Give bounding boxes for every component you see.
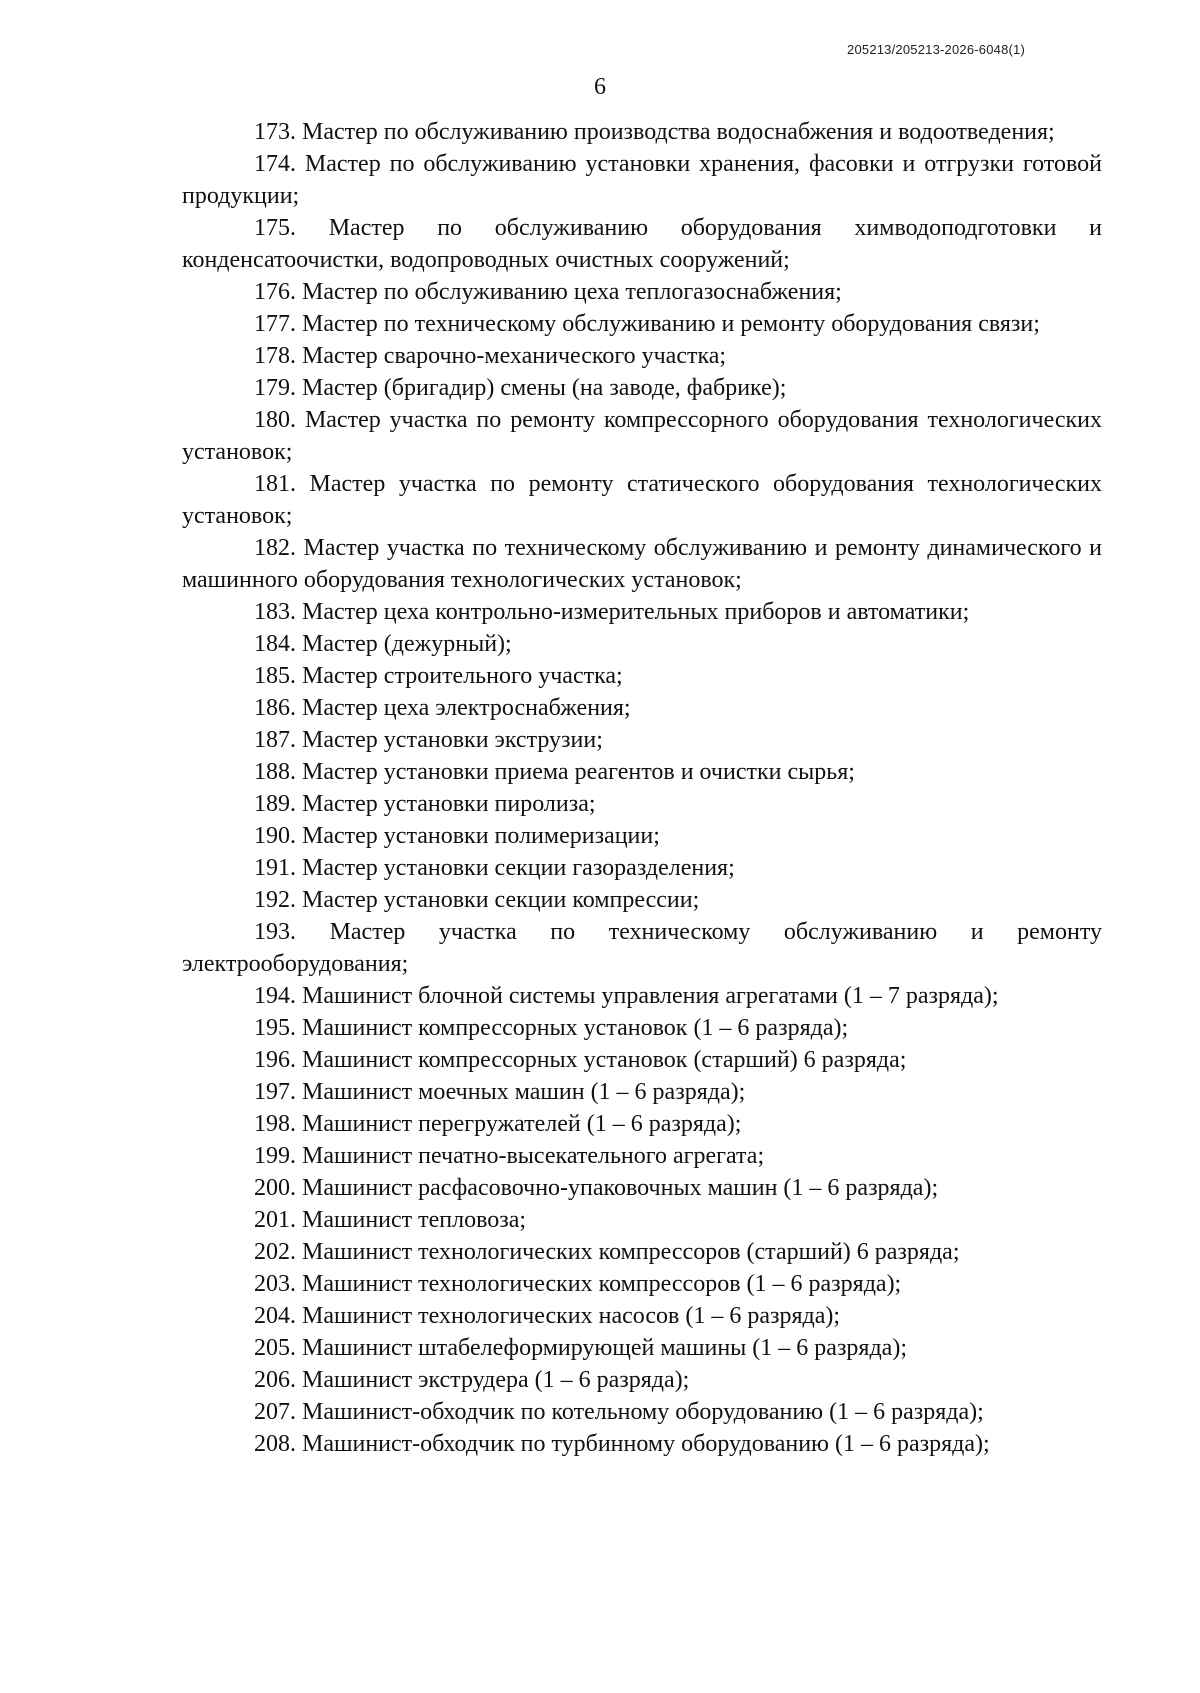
list-item: 198. Машинист перегружателей (1 – 6 разряда); <box>254 1111 742 1137</box>
list-item: 196. Машинист компрессорных установок (старший) 6 разряда; <box>254 1047 907 1073</box>
list-item: 187. Мастер установки экструзии; <box>254 727 603 753</box>
list-item: 205. Машинист штабелеформирующей машины (1 – 6 разряда); <box>254 1335 907 1361</box>
list-item: 174. Мастер по обслуживанию установки хранения, фасовки и отгрузки готовой продукции; <box>182 151 1102 209</box>
list-item: 175. Мастер по обслуживанию оборудования химводоподготовки и конденсатоочистки, водопроводных очистных сооружений; <box>182 215 1102 273</box>
list-item: 186. Мастер цеха электроснабжения; <box>254 695 631 721</box>
list-item: 195. Машинист компрессорных установок (1 – 6 разряда); <box>254 1015 849 1041</box>
list-item: 193. Мастер участка по техническому обслуживанию и ремонту электрооборудования; <box>182 919 1102 977</box>
list-item: 203. Машинист технологических компрессоров (1 – 6 разряда); <box>254 1271 902 1297</box>
list-item: 204. Машинист технологических насосов (1 – 6 разряда); <box>254 1303 841 1329</box>
list-item: 179. Мастер (бригадир) смены (на заводе, фабрике); <box>254 375 787 401</box>
list-item: 178. Мастер сварочно-механического участка; <box>254 343 727 369</box>
list-item: 191. Мастер установки секции газоразделения; <box>254 855 735 881</box>
list-item: 176. Мастер по обслуживанию цеха теплогазоснабжения; <box>254 279 842 305</box>
list-item: 206. Машинист экструдера (1 – 6 разряда); <box>254 1367 690 1393</box>
list-item: 192. Мастер установки секции компрессии; <box>254 887 700 913</box>
list-item: 182. Мастер участка по техническому обслуживанию и ремонту динамического и машинного оборудования технологических установок; <box>182 535 1102 593</box>
list-item: 185. Мастер строительного участка; <box>254 663 623 689</box>
list-item: 188. Мастер установки приема реагентов и очистки сырья; <box>254 759 855 785</box>
list-item: 177. Мастер по техническому обслуживанию и ремонту оборудования связи; <box>254 311 1040 337</box>
list-item: 201. Машинист тепловоза; <box>254 1207 527 1233</box>
list-item: 208. Машинист-обходчик по турбинному оборудованию (1 – 6 разряда); <box>254 1431 990 1457</box>
list-item: 183. Мастер цеха контрольно-измерительных приборов и автоматики; <box>254 599 970 625</box>
list-item: 190. Мастер установки полимеризации; <box>254 823 660 849</box>
list-item: 207. Машинист-обходчик по котельному оборудованию (1 – 6 разряда); <box>254 1399 984 1425</box>
list-item: 184. Мастер (дежурный); <box>254 631 512 657</box>
list-item: 199. Машинист печатно-высекательного агрегата; <box>254 1143 765 1169</box>
list-item: 173. Мастер по обслуживанию производства водоснабжения и водоотведения; <box>254 119 1055 145</box>
list-item: 194. Машинист блочной системы управления агрегатами (1 – 7 разряда); <box>254 983 999 1009</box>
page-number: 6 <box>594 74 606 100</box>
list-item: 202. Машинист технологических компрессоров (старший) 6 разряда; <box>254 1239 960 1265</box>
list-item: 200. Машинист расфасовочно-упаковочных машин (1 – 6 разряда); <box>254 1175 939 1201</box>
item-list <box>182 116 1102 1460</box>
list-item: 197. Машинист моечных машин (1 – 6 разряда); <box>254 1079 746 1105</box>
list-item: 181. Мастер участка по ремонту статического оборудования технологических установок; <box>182 471 1102 529</box>
list-item: 180. Мастер участка по ремонту компрессорного оборудования технологических установок; <box>182 407 1102 465</box>
list-item: 189. Мастер установки пиролиза; <box>254 791 596 817</box>
document-code: 205213/205213-2026-6048(1) <box>847 42 1025 57</box>
